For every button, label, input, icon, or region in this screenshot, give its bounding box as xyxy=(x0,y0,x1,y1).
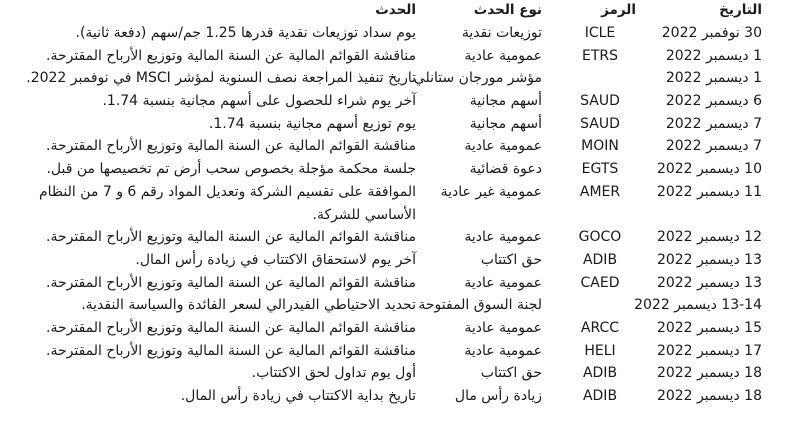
row-event-type: دعوة قضائية xyxy=(469,161,542,178)
table-row xyxy=(0,249,802,272)
row-event-type: زيادة رأس مال xyxy=(454,388,542,405)
row-event-type: أسهم مجانية xyxy=(469,93,542,110)
table-row xyxy=(0,294,802,317)
header-event: الحدث xyxy=(375,2,416,18)
row-symbol: ETRS xyxy=(581,47,618,64)
row-event-type: عمومية عادية xyxy=(464,229,542,246)
row-event-type: حق اكتتاب xyxy=(480,251,542,268)
row-event-type: لجنة السوق المفتوحة xyxy=(418,297,542,314)
row-event: الموافقة على تقسيم الشركة وتعديل المواد رقم 6 و 7 من النظام الأساسي للشركة. xyxy=(38,183,416,223)
row-event-type: عمومية عادية xyxy=(464,138,542,155)
row-date: 15 ديسمبر 2022 xyxy=(656,319,762,336)
table-row xyxy=(0,45,802,68)
row-date: 13-14 ديسمبر 2022 xyxy=(634,297,762,314)
row-symbol: HELI xyxy=(584,342,616,359)
row-date: 18 ديسمبر 2022 xyxy=(656,365,762,382)
row-date: 6 ديسمبر 2022 xyxy=(665,93,762,110)
table-row xyxy=(0,181,802,226)
row-date: 11 ديسمبر 2022 xyxy=(656,183,762,200)
row-symbol: ADIB xyxy=(582,365,618,382)
row-event-type: مؤشر مورجان ستانلي xyxy=(413,70,542,87)
row-symbol: SAUD xyxy=(580,115,620,132)
row-symbol: MOIN xyxy=(581,138,619,155)
row-event-type: عمومية عادية xyxy=(464,274,542,291)
table-row xyxy=(0,22,802,45)
table-row xyxy=(0,362,802,385)
row-event: مناقشة القوائم المالية عن السنة المالية وتوزيع الأرباح المقترحة. xyxy=(46,342,416,359)
row-event: تاريخ تنفيذ المراجعة نصف السنوية لمؤشر MSCI في نوفمبر 2022. xyxy=(26,70,416,87)
row-symbol: EGTS xyxy=(581,161,619,178)
row-symbol: CAED xyxy=(580,274,620,291)
table-row xyxy=(0,317,802,340)
row-event: مناقشة القوائم المالية عن السنة المالية وتوزيع الأرباح المقترحة. xyxy=(46,274,416,291)
table-header-row xyxy=(0,0,802,22)
row-event-type: عمومية عادية xyxy=(464,47,542,64)
row-event: مناقشة القوائم المالية عن السنة المالية وتوزيع الأرباح المقترحة. xyxy=(46,138,416,155)
table-row xyxy=(0,158,802,181)
header-date: التاريخ xyxy=(719,2,762,18)
row-date: 7 ديسمبر 2022 xyxy=(665,115,762,132)
row-symbol: ADIB xyxy=(582,251,618,268)
row-symbol: AMER xyxy=(579,183,621,200)
row-date: 13 ديسمبر 2022 xyxy=(656,251,762,268)
row-symbol: ADIB xyxy=(582,388,618,405)
row-date: 7 ديسمبر 2022 xyxy=(665,138,762,155)
row-date: 1 ديسمبر 2022 xyxy=(665,47,762,64)
row-date: 10 ديسمبر 2022 xyxy=(656,161,762,178)
header-event-type: نوع الحدث xyxy=(473,2,542,18)
row-symbol: ARCC xyxy=(580,319,620,336)
row-event: يوم سداد توزيعات نقدية قدرها 1.25 جم/سهم (دفعة ثانية). xyxy=(75,25,416,41)
row-event: تاريخ بداية الاكتتاب في زيادة رأس المال. xyxy=(180,388,416,405)
row-event: آخر يوم شراء للحصول على أسهم مجانية بنسبة 1.74. xyxy=(102,93,416,110)
row-event: مناقشة القوائم المالية عن السنة المالية وتوزيع الأرباح المقترحة. xyxy=(46,47,416,64)
row-date: 18 ديسمبر 2022 xyxy=(656,388,762,405)
row-event: آخر يوم لاستحقاق الاكتتاب في زيادة رأس المال. xyxy=(135,251,416,268)
row-event: أول يوم تداول لحق الاكتتاب. xyxy=(251,365,416,382)
row-symbol: SAUD xyxy=(580,93,620,110)
header-symbol: الرمز xyxy=(601,2,636,18)
row-event-type: عمومية عادية xyxy=(464,319,542,336)
row-event: يوم توزيع أسهم مجانية بنسبة 1.74. xyxy=(208,115,416,132)
row-symbol: ICLE xyxy=(584,25,616,41)
row-event-type: توزيعات نقدية xyxy=(461,25,542,41)
row-date: 1 ديسمبر 2022 xyxy=(665,70,762,87)
row-event: جلسة محكمة مؤجلة بخصوص سحب أرض تم تخصيصها من قبل. xyxy=(46,161,416,178)
row-event: مناقشة القوائم المالية عن السنة المالية وتوزيع الأرباح المقترحة. xyxy=(46,319,416,336)
table-row xyxy=(0,67,802,90)
table-row xyxy=(0,340,802,363)
table-row xyxy=(0,272,802,295)
row-event-type: عمومية عادية xyxy=(464,342,542,359)
row-event-type: حق اكتتاب xyxy=(480,365,542,382)
table-row xyxy=(0,226,802,249)
row-date: 30 نوفمبر 2022 xyxy=(661,25,762,41)
row-symbol: GOCO xyxy=(578,229,622,246)
row-event: تحديد الاحتياطي الفيدرالي لسعر الفائدة والسياسة النقدية. xyxy=(81,297,416,314)
row-date: 12 ديسمبر 2022 xyxy=(656,229,762,246)
table-row xyxy=(0,385,802,408)
row-date: 17 ديسمبر 2022 xyxy=(656,342,762,359)
table-row xyxy=(0,113,802,136)
row-date: 13 ديسمبر 2022 xyxy=(656,274,762,291)
table-row xyxy=(0,90,802,113)
table-row xyxy=(0,135,802,158)
row-event-type: عمومية غير عادية xyxy=(440,183,542,200)
row-event: مناقشة القوائم المالية عن السنة المالية وتوزيع الأرباح المقترحة. xyxy=(46,229,416,246)
row-event-type: أسهم مجانية xyxy=(469,115,542,132)
